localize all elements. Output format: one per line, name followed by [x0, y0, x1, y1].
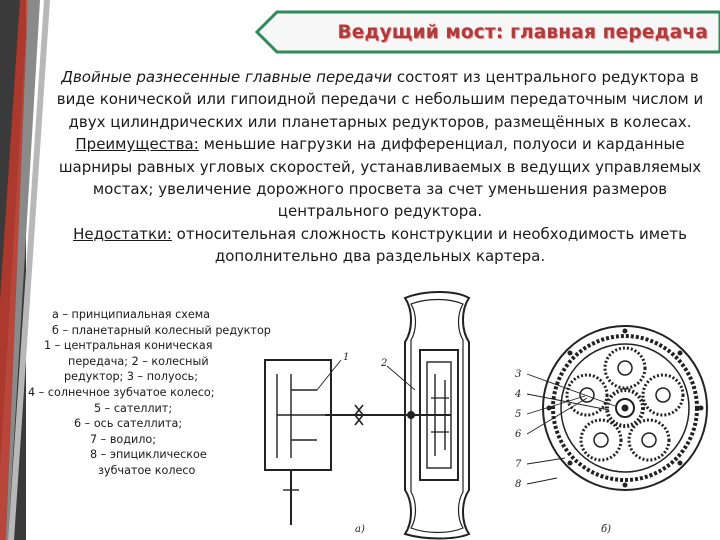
disadvantages-text: относительная сложность конструкции и необходимость иметь дополнительно два раздельных картера. — [171, 224, 687, 266]
title-banner — [255, 10, 720, 54]
figure-a-caption: а) — [355, 524, 365, 535]
callout-6: 6 — [515, 429, 522, 440]
legend-line: 7 – водило; — [90, 432, 157, 446]
intro-paragraph — [50, 66, 710, 133]
legend-line: зубчатое колесо — [98, 463, 196, 477]
main-text — [50, 66, 710, 268]
disadvantages-paragraph — [50, 223, 710, 268]
callout-3: 3 — [515, 369, 522, 380]
callout-5: 5 — [515, 409, 522, 420]
advantages-text: меньшие нагрузки на дифференциал, полуоси и карданные шарниры равных угловых скоростей, устанавливаемых в ведущих управляемых мостах; увеличение дорожного просвета за счет уменьшения размеров центрального редуктора. — [58, 135, 702, 221]
callout-1: 1 — [343, 352, 350, 363]
legend-line: 6 – ось сателлита; — [74, 417, 183, 431]
disadvantages-heading: Недостатки: — [73, 224, 172, 243]
figure-b-planetary-gear — [505, 318, 715, 538]
legend-line: 4 – солнечное зубчатое колесо; — [28, 385, 215, 399]
callout-8: 8 — [515, 479, 522, 490]
callout-7: 7 — [515, 459, 522, 470]
advantages-heading: Преимущества: — [75, 135, 199, 154]
figure-b-caption: б) — [601, 524, 612, 535]
figure-a-schematic — [255, 290, 505, 540]
advantages-paragraph — [50, 133, 710, 223]
intro-text: состоят из центрального редуктора в виде конической или гипоидной передачи с небольшим передаточным числом и двух цилиндрических или планетарных редукторов, размещённых в колесах. — [56, 68, 704, 131]
slide-title: Ведущий мост: главная передача — [337, 21, 708, 43]
legend-line: б – планетарный колесный редуктор — [52, 323, 271, 337]
intro-lead: Двойные разнесенные главные передачи — [61, 68, 393, 86]
callout-4: 4 — [515, 389, 522, 400]
legend-line: 1 – центральная коническая — [44, 339, 213, 353]
callout-2: 2 — [381, 358, 388, 369]
legend-line: редуктор; 3 – полуось; — [64, 370, 198, 384]
legend-line: а – принципиальная схема — [52, 308, 211, 321]
legend-line: 8 – эпициклическое — [90, 448, 207, 462]
legend-line: 5 – сателлит; — [94, 401, 173, 415]
legend-line: передача; 2 – колесный — [68, 354, 209, 368]
